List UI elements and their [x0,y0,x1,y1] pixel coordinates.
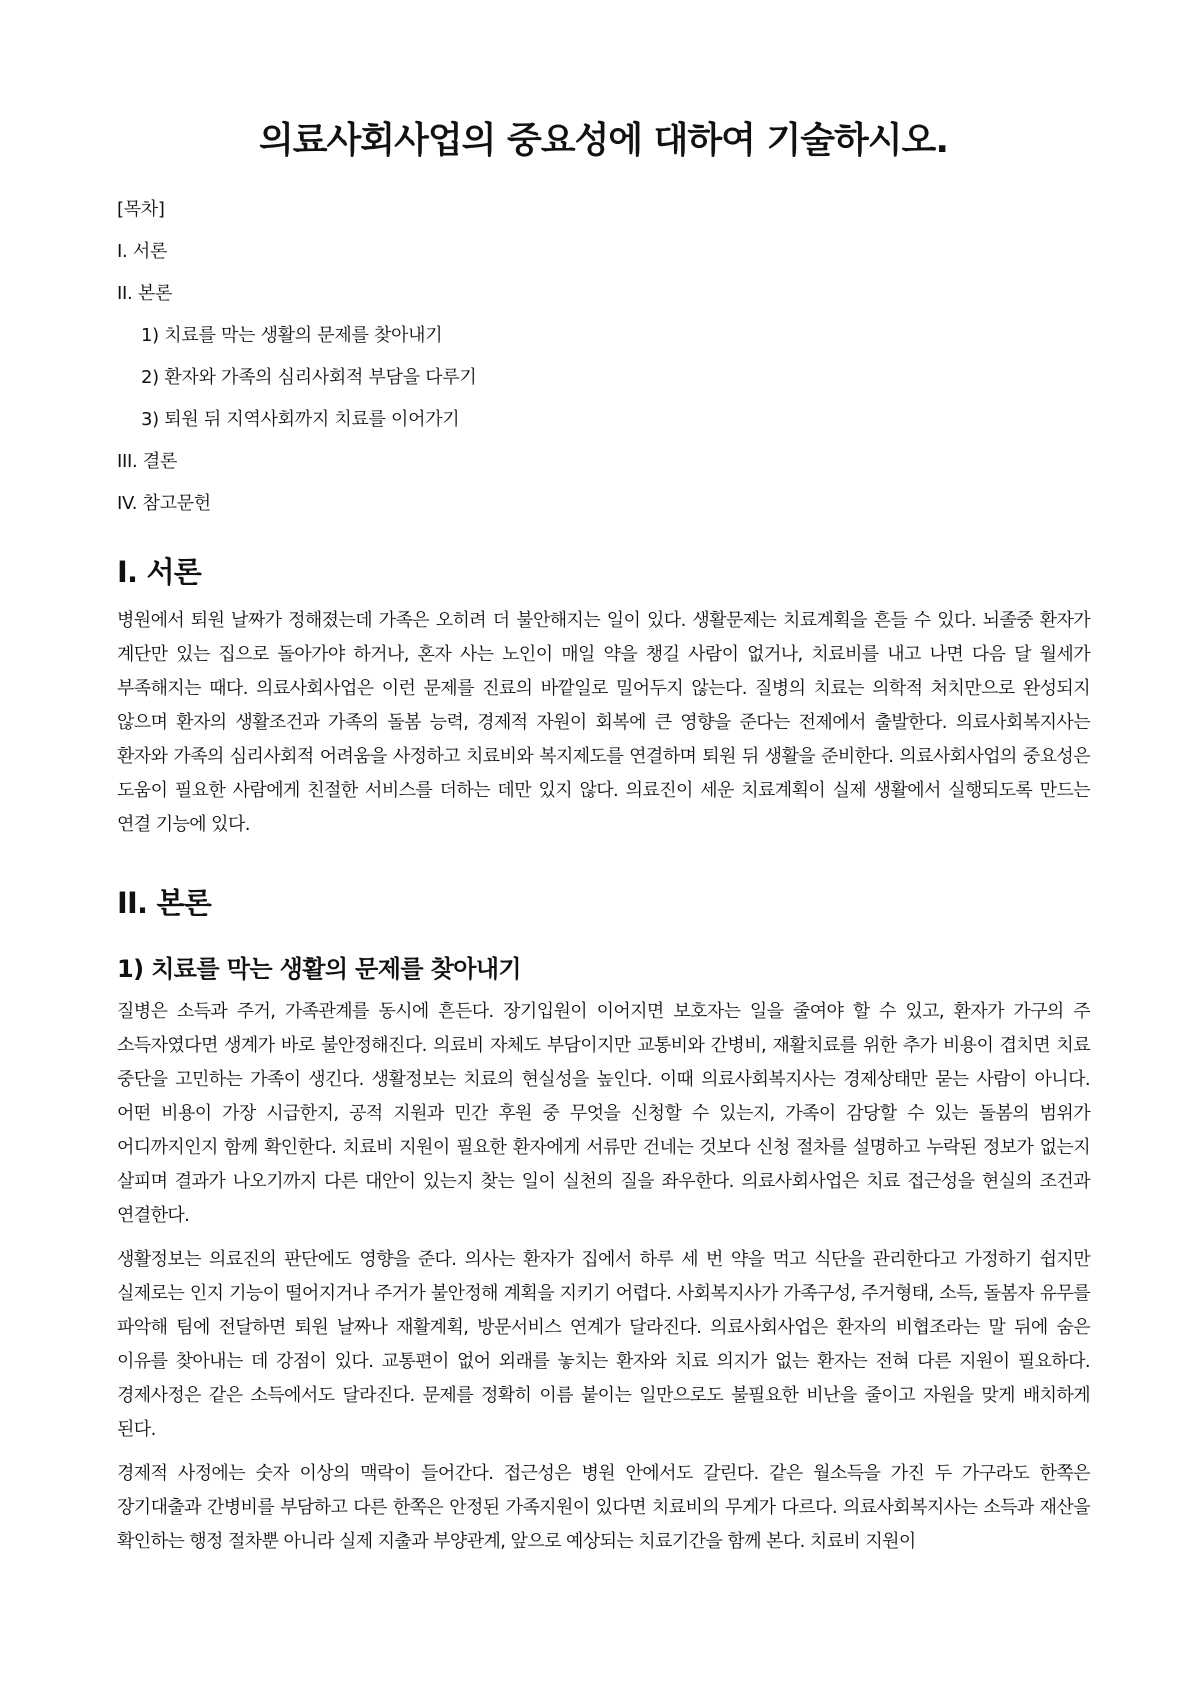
toc-subitem: 3) 퇴원 뒤 지역사회까지 치료를 이어가기 [141,408,460,430]
table-of-contents [117,189,1090,525]
body-paragraph: 생활정보는 의료진의 판단에도 영향을 준다. 의사는 환자가 집에서 하루 세 번 약을 먹고 식단을 관리한다고 가정하기 쉽지만 실제로는 인지 기능이 떨어지거나 주거가 불안정해 계획을 지키기 어렵다. 사회복지사가 가족구성, 주거형태, 소득, 돌봄자 유무를 파악해 팀에 전달하면 퇴원 날짜나 재활계획, 방문서비스 연계가 달라진다. 의료사회사업은 환자의 비협조라는 말 뒤에 숨은 이유를 찾아내는 데 강점이 있다. 교통편이 없어 외래를 놓치는 환자와 치료 의지가 없는 환자는 전혀 다른 지원이 필요하다. 경제사정은 같은 소득에서도 달라진다. 문제를 정확히 이름 붙이는 일만으로도 불필요한 비난을 줄이고 자원을 맞게 배치하게 된다. [117,1249,1090,1441]
subsection-heading-1: 1) 치료를 막는 생활의 문제를 찾아내기 [117,955,522,984]
toc-heading: [목차] [117,198,165,220]
toc-subitem: 1) 치료를 막는 생활의 문제를 찾아내기 [141,324,443,346]
body-paragraph: 질병은 소득과 주거, 가족관계를 동시에 흔든다. 장기입원이 이어지면 보호자는 일을 줄여야 할 수 있고, 환자가 가구의 주 소득자였다면 생계가 바로 불안정해진다. 의료비 자체도 부담이지만 교통비와 간병비, 재활치료를 위한 추가 비용이 겹치면 치료 중단을 고민하는 가족이 생긴다. 생활정보는 치료의 현실성을 높인다. 이때 의료사회복지사는 경제상태만 묻는 사람이 아니다. 어떤 비용이 가장 시급한지, 공적 지원과 민간 후원 중 무엇을 신청할 수 있는지, 가족이 감당할 수 있는 돌봄의 범위가 어디까지인지 함께 확인한다. 치료비 지원이 필요한 환자에게 서류만 건네는 것보다 신청 절차를 설명하고 누락된 정보가 없는지 살피며 결과가 나오기까지 다른 대안이 있는지 찾는 일이 실천의 질을 좌우한다. 의료사회사업은 치료 접근성을 현실의 조건과 연결한다. [117,1001,1090,1227]
body-paragraph: 경제적 사정에는 숫자 이상의 맥락이 들어간다. 접근성은 병원 안에서도 갈린다. 같은 월소득을 가진 두 가구라도 한쪽은 장기대출과 간병비를 부담하고 다른 한쪽은 안정된 가족지원이 있다면 치료비의 무게가 다르다. 의료사회복지사는 소득과 재산을 확인하는 행정 절차뿐 아니라 실제 지출과 부양관계, 앞으로 예상되는 치료기간을 함께 본다. 치료비 지원이 [117,1463,1090,1553]
toc-item: I. 서론 [117,240,168,262]
intro-paragraph: 병원에서 퇴원 날짜가 정해졌는데 가족은 오히려 더 불안해지는 일이 있다. 생활문제는 치료계획을 흔들 수 있다. 뇌졸중 환자가 계단만 있는 집으로 돌아가야 하거나, 혼자 사는 노인이 매일 약을 챙길 사람이 없거나, 치료비를 내고 나면 다음 달 월세가 부족해지는 때다. 의료사회사업은 이런 문제를 진료의 바깥일로 밀어두지 않는다. 질병의 치료는 의학적 처치만으로 완성되지 않으며 환자의 생활조건과 가족의 돌봄 능력, 경제적 자원이 회복에 큰 영향을 준다는 전제에서 출발한다. 의료사회복지사는 환자와 가족의 심리사회적 어려움을 사정하고 치료비와 복지제도를 연결하며 퇴원 뒤 생활을 준비한다. 의료사회사업의 중요성은 도움이 필요한 사람에게 친절한 서비스를 더하는 데만 있지 않다. 의료진이 세운 치료계획이 실제 생활에서 실행되도록 만드는 연결 기능에 있다. [117,609,1090,835]
document-title: 의료사회사업의 중요성에 대하여 기술하시오. [258,120,949,161]
section-heading-intro: I. 서론 [117,554,201,589]
toc-item: II. 본론 [117,282,173,304]
toc-item: IV. 참고문헌 [117,492,211,514]
toc-subitem: 2) 환자와 가족의 심리사회적 부담을 다루기 [141,366,477,388]
toc-item: III. 결론 [117,450,178,472]
section-gap [117,852,1090,870]
section-heading-body: II. 본론 [117,885,211,920]
